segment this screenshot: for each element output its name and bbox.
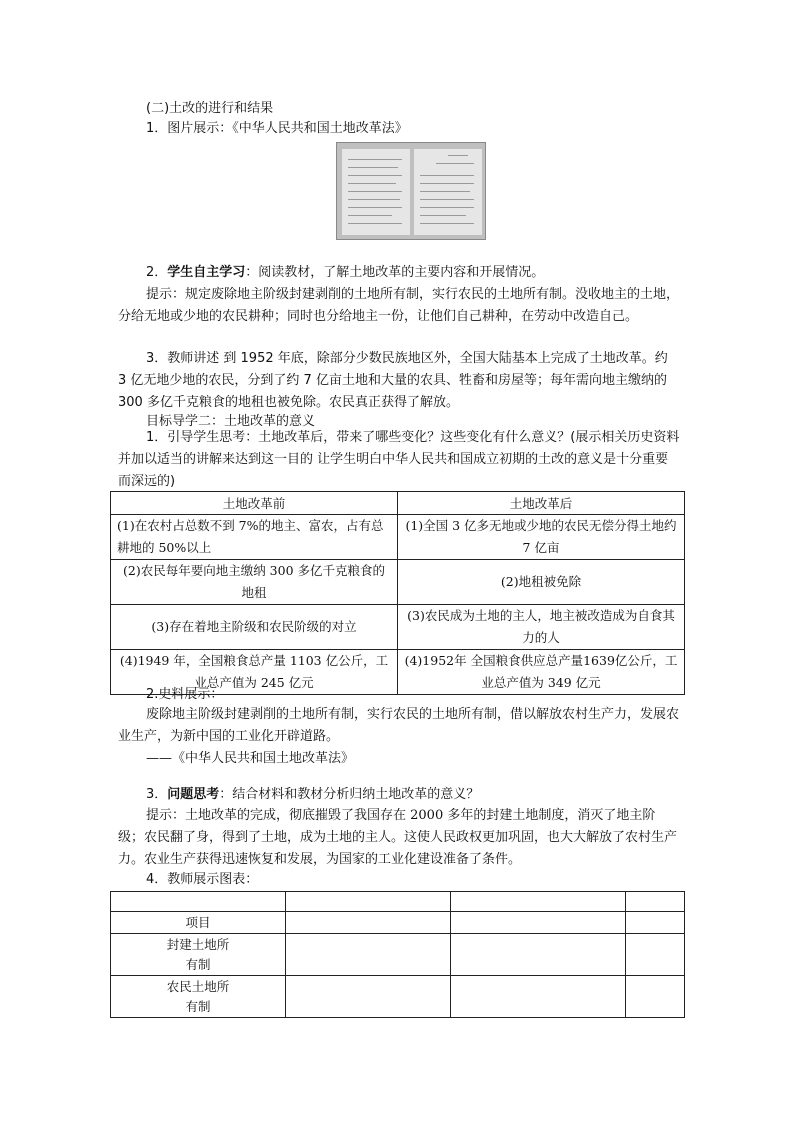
comparison-header-row xyxy=(111,492,685,515)
table-row xyxy=(111,605,685,650)
after-cell: (3)农民成为土地的主人，地主被改造成为自食其力的人 xyxy=(398,605,685,650)
table-cell xyxy=(451,912,626,934)
goal-2: 目标导学二：土地改革的意义 xyxy=(146,414,316,429)
peasant-land-cell xyxy=(111,976,286,1018)
tip-2-text: 提示：土地改革的完成，彻底摧毁了我国存在 2000 多年的封建土地制度，消灭了地主阶级；农民翻了身，得到了土地，成为土地的主人。这使人民政权更加巩固，也大大解放了农村生产力。农业生产获得迅速恢复和发展，为国家的工业化建设准备了条件。 xyxy=(118,808,678,867)
quote-text: 废除地主阶级封建剥削的土地所有制，实行农民的土地所有制，借以解放农村生产力，发展农业生产，为新中国的工业化开辟道路。 xyxy=(118,707,680,744)
quote xyxy=(118,704,680,748)
feudal-land-label: 封建土地所有制 xyxy=(166,936,230,972)
feudal-land-cell xyxy=(111,934,286,976)
item-2-title: 学生自主学习 xyxy=(167,265,246,280)
tip-2 xyxy=(118,805,680,871)
section-heading: (二)土改的进行和结果 xyxy=(146,101,274,116)
table-cell xyxy=(286,976,451,1018)
item-2b: 2.史料展示： xyxy=(146,687,224,702)
before-cell: (3)存在着地主阶级和农民阶级的对立 xyxy=(111,605,398,650)
table-cell xyxy=(451,892,626,912)
item-3-text: 3．教师讲述 到 1952 年底，除部分少数民族地区外，全国大陆基本上完成了土地改革。约 3 亿无地少地的农民，分到了约 7 亿亩土地和大量的农具、牲畜和房屋等；每年需向地主缴纳的 300 多亿千克粮食的地租也被免除。农民真正获得了解放。 xyxy=(118,351,668,410)
table-row xyxy=(111,912,685,934)
comparison-table xyxy=(110,491,685,695)
quote-source: ——《中华人民共和国土地改革法》 xyxy=(146,751,355,766)
table-row xyxy=(111,976,685,1018)
peasant-land-label: 农民土地所有制 xyxy=(166,978,230,1014)
tip-1 xyxy=(118,284,680,328)
item-label-cell: 项目 xyxy=(111,912,286,934)
table-row xyxy=(111,934,685,976)
table-row xyxy=(111,560,685,605)
land-reform-law-photo xyxy=(336,142,486,240)
after-cell: (2)地租被免除 xyxy=(398,560,685,605)
table-cell xyxy=(626,912,685,934)
item-3b-title: 问题思考 xyxy=(167,787,220,802)
before-cell: (4)1949 年，全国粮食总产量 1103 亿公斤，工业总产值为 245 亿元 xyxy=(111,650,398,695)
item-3b-text: ：结合材料和教材分析归纳土地改革的意义？ xyxy=(219,787,480,802)
tip-1-text: 提示：规定废除地主阶级封建剥削的土地所有制，实行农民的土地所有制。没收地主的土地，分给无地或少地的农民耕种；同时也分给地主一份，让他们自己耕种，在劳动中改造自己。 xyxy=(118,287,680,324)
table-cell xyxy=(111,892,286,912)
item-1: 1．图片展示：《中华人民共和国土地改革法》 xyxy=(146,121,408,136)
before-cell: (2)农民每年要向地主缴纳 300 多亿千克粮食的地租 xyxy=(111,560,398,605)
item-2 xyxy=(146,263,706,283)
guide-1-text: 1．引导学生思考：土地改革后，带来了哪些变化？这些变化有什么意义？(展示相关历史资料并加以适当的讲解来达到这一目的 让学生明白中华人民共和国成立初期的土改的意义是十分重要而深远的) xyxy=(118,430,680,489)
item-2-text: ：阅读教材，了解土地改革的主要内容和开展情况。 xyxy=(245,265,545,280)
table-cell xyxy=(286,912,451,934)
table-cell xyxy=(451,976,626,1018)
table-row xyxy=(111,515,685,560)
guide-1 xyxy=(118,427,680,493)
item-2-number: 2． xyxy=(146,265,168,280)
item-3b xyxy=(146,785,706,805)
item-3b-number: 3． xyxy=(146,787,168,802)
item-4: 4．教师展示图表： xyxy=(146,872,259,887)
table-cell xyxy=(626,934,685,976)
table-cell xyxy=(626,892,685,912)
item-3 xyxy=(118,348,680,414)
table-row xyxy=(111,892,685,912)
after-cell: (4)1952年 全国粮食供应总产量1639亿公斤，工业总产值为 349 亿元 xyxy=(398,650,685,695)
table-cell xyxy=(286,934,451,976)
header-after: 土地改革后 xyxy=(398,492,685,515)
table-cell xyxy=(286,892,451,912)
before-cell: (1)在农村占总数不到 7%的地主、富农，占有总耕地的 50%以上 xyxy=(111,515,398,560)
chart-table xyxy=(110,891,685,1018)
table-cell xyxy=(626,976,685,1018)
header-before: 土地改革前 xyxy=(111,492,398,515)
after-cell: (1)全国 3 亿多无地或少地的农民无偿分得土地约 7 亿亩 xyxy=(398,515,685,560)
table-cell xyxy=(451,934,626,976)
